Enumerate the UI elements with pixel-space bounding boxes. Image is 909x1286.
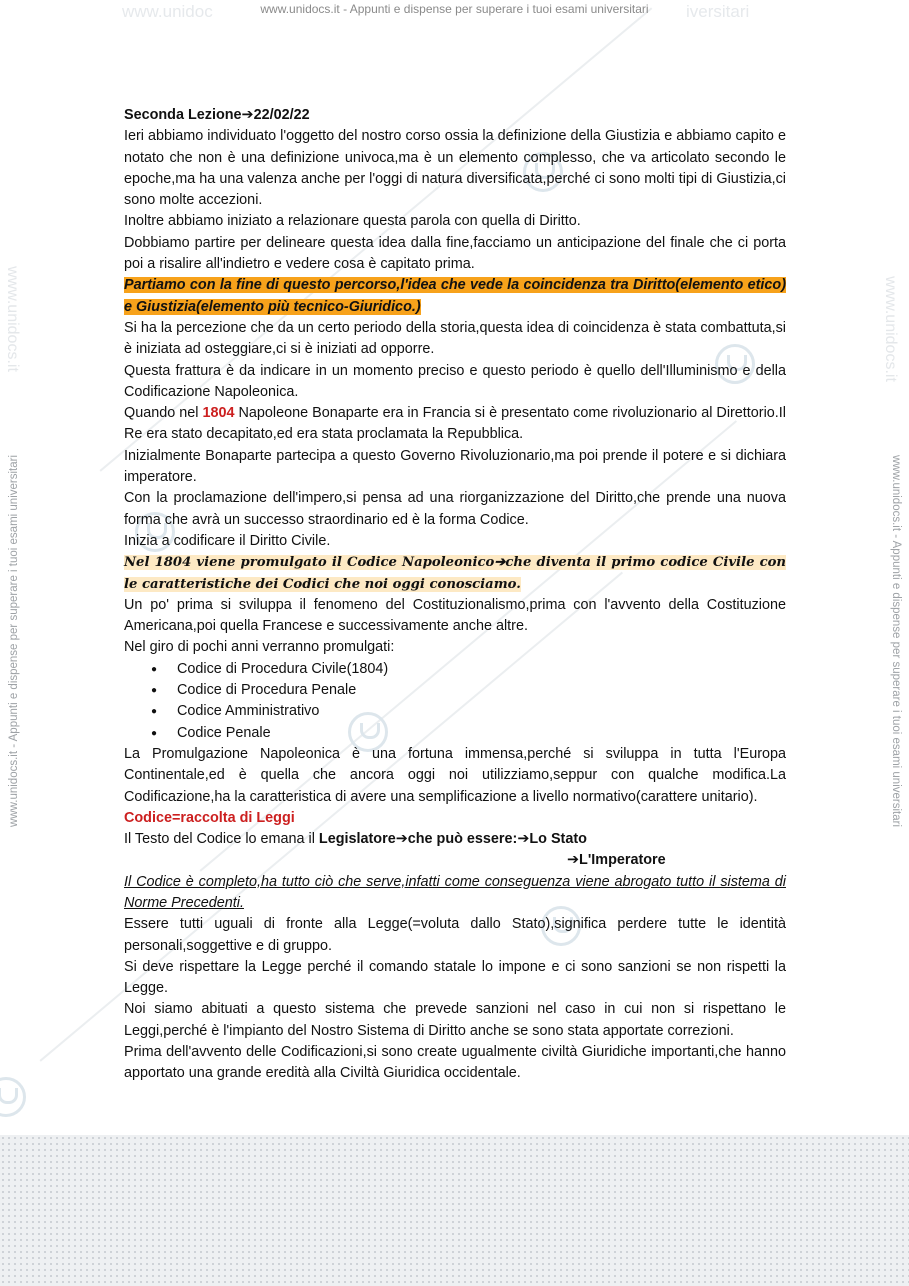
red-heading: Codice=raccolta di Leggi [124, 809, 295, 826]
paragraph: Nel giro di pochi anni verranno promulgati: [124, 639, 395, 656]
paragraph: Essere tutti uguali di fronte alla Legge(=voluta dallo Stato),significa perdere tutte le identità personali,soggettive e di gruppo. [124, 916, 786, 954]
watermark-ghost-right: iversitari [686, 2, 750, 21]
paragraph: Con la proclamazione dell'impero,si pensa ad una riorganizzazione del Diritto,che prende una nuova forma che avrà un successo straordinario ed è la forma Codice. [124, 490, 786, 528]
year-highlight: 1804 [202, 405, 235, 422]
watermark-right: www.unidocs.it - Appunti e dispense per superare i tuoi esami universitari [890, 454, 902, 828]
watermark-ghost-vertical-left: www.unidocs.it [4, 266, 21, 372]
bold-run: Legislatore➔che può essere:➔Lo Stato [318, 831, 587, 848]
indented-line: ➔L'Imperatore [567, 852, 666, 869]
watermark-top: www.unidocs.it - Appunti e dispense per superare i tuoi esami universitari [260, 2, 649, 16]
paragraph: Dobbiamo partire per delineare questa idea dalla fine,facciamo un anticipazione del finale che ci porta poi a risalire all'indietro e vedere cosa è capitato prima. [124, 234, 786, 273]
paragraph: Prima dell'avvento delle Codificazioni,si sono create ugualmente civiltà Giuridiche importanti,che hanno apportato una grande eredità alla Civiltà Giuridica occidentale. [124, 1044, 786, 1082]
highlight-orange: Partiamo con la fine di questo percorso,l'idea che vede la coincidenza tra Diritto(elemento etico) e Giustizia(elemento più tecnico-Giuridico.) [124, 277, 786, 315]
text-run: Quando nel [124, 405, 203, 422]
highlight-paragraph [124, 275, 786, 318]
paragraph: Si ha la percezione che da un certo periodo della storia,questa idea di coincidenza è stata combattuta,si è iniziata ad osteggiare,ci si è iniziati ad opporre. [124, 319, 786, 358]
paragraph: Inizialmente Bonaparte partecipa a questo Governo Rivoluzionario,ma poi prende il potere e si dichiara imperatore. [124, 447, 786, 486]
text-run: Il Testo del Codice lo emana il [124, 831, 319, 848]
text-run: Napoleone Bonaparte era in Francia si è presentato come rivoluzionario al Direttorio.Il Re era stato decapitato,ed era stata proclamata la Repubblica. [124, 405, 786, 443]
list-item: ● Codice di Procedura Penale [124, 680, 786, 701]
paragraph: Inizia a codificare il Diritto Civile. [124, 532, 331, 549]
document-body [124, 105, 786, 1085]
codes-list [124, 659, 786, 744]
lesson-heading: Seconda Lezione➔22/02/22 [124, 107, 310, 123]
paragraph: Si deve rispettare la Legge perché il comando statale lo impone e ci sono sanzioni se non rispetti la Legge. [124, 958, 786, 997]
paragraph [124, 829, 786, 850]
paragraph [124, 403, 786, 446]
unidocs-logo-icon [0, 1077, 26, 1117]
paragraph: Ieri abbiamo individuato l'oggetto del nostro corso ossia la definizione della Giustizia e abbiamo capito e notato che non è una definizione univoca,ma è un elemento complesso, che va articolato secondo le epoche,ma ha una valenza anche per l'oggi di natura diversificata,perché ci sono molti tipi di Giustizia,ci sono molte accezioni. [124, 128, 786, 209]
paragraph: Noi siamo abituati a questo sistema che prevede sanzioni nel caso in cui non si rispettano le Leggi,perché è l'impianto del Nostro Sistema di Diritto anche se sono stata apportate correzioni. [124, 1001, 786, 1039]
watermark-ghost-vertical-right: www.unidocs.it [882, 276, 899, 382]
list-item: ● Codice Penale [124, 723, 786, 744]
highlight-cream: Nel 1804 viene promulgato il Codice Napoleonico➔che diventa il primo codice Civile con le caratteristiche dei Codici che noi oggi conosciamo. [124, 555, 786, 592]
underlined-paragraph [124, 872, 786, 915]
watermark-left: www.unidocs.it - Appunti e dispense per superare i tuoi esami universitari [8, 454, 20, 828]
paragraph: Un po' prima si sviluppa il fenomeno del Costituzionalismo,prima con l'avvento della Costituzione Americana,poi quella Francese e successivamente anche altre. [124, 596, 786, 635]
paragraph: Inoltre abbiamo iniziato a relazionare questa parola con quella di Diritto. [124, 213, 581, 230]
underlined-italic-text: Il Codice è completo,ha tutto ciò che serve,infatti come conseguenza viene abrogato tutto il sistema di Norme Precedenti. [124, 873, 786, 911]
paragraph: La Promulgazione Napoleonica è una fortuna immensa,perché si sviluppa in tutta l'Europa Continentale,ed è quella che ancora oggi noi utilizziamo,seppur con qualche modifica.La Codificazione,ha la caratteristica di avere una semplificazione a livello normativo(carattere unitario). [124, 745, 786, 805]
highlight-paragraph [124, 552, 786, 595]
list-item: ● Codice di Procedura Civile(1804) [124, 659, 786, 680]
watermark-ghost-left: www.unidoc [122, 2, 213, 21]
page-footer-pattern [0, 1135, 909, 1286]
list-item: ● Codice Amministrativo [124, 701, 786, 722]
paragraph: Questa frattura è da indicare in un momento preciso e questo periodo è quello dell'Illuminismo e della Codificazione Napoleonica. [124, 362, 786, 400]
